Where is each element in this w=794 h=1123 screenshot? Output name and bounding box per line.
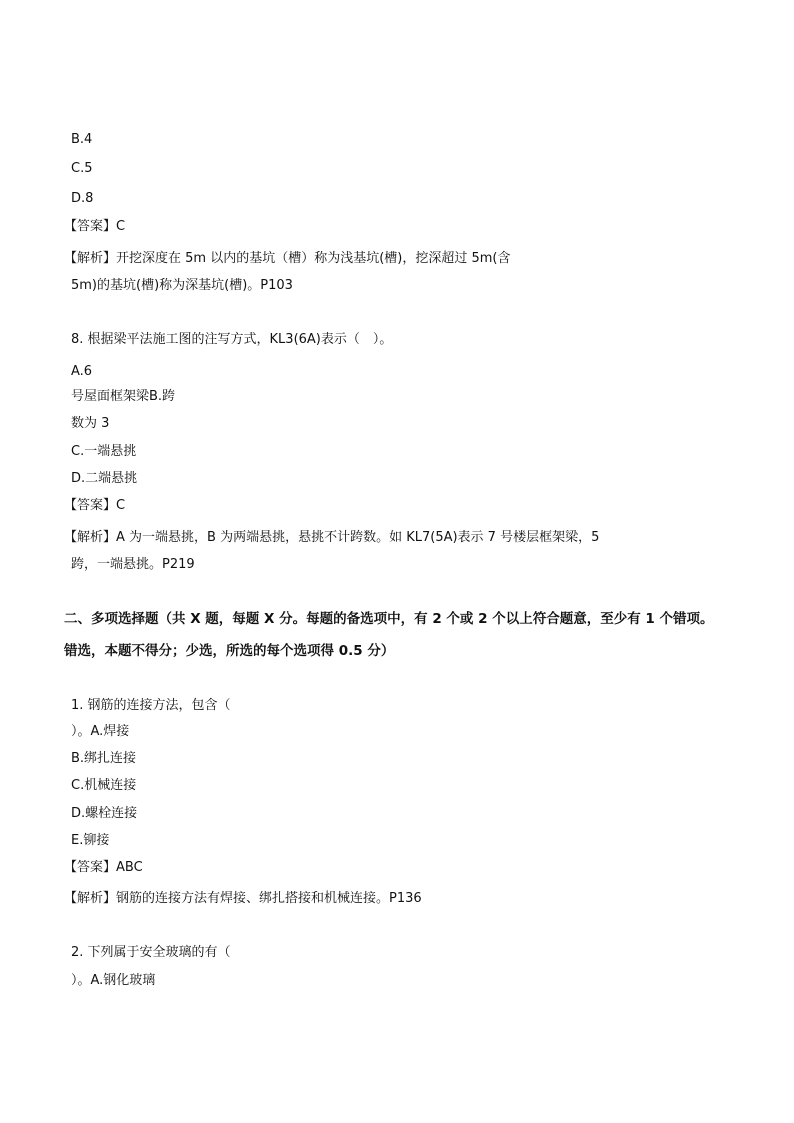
q8-analysis-line-1: 【解析】A 为一端悬挑，B 为两端悬挑，悬挑不计跨数。如 KL7(5A)表示 7 号楼层框架梁，5	[64, 530, 600, 545]
m2-stem-line-2: ）。A.钢化玻璃	[71, 973, 156, 988]
q7-option-b: B.4	[71, 132, 93, 147]
q7-analysis-line-2: 5m)的基坑(槽)称为深基坑(槽)。P103	[71, 278, 293, 293]
q8-answer: 【答案】C	[64, 498, 126, 513]
q7-option-c: C.5	[71, 161, 93, 176]
q8-analysis-line-2: 跨，一端悬挑。P219	[71, 557, 195, 572]
q7-answer: 【答案】C	[64, 219, 126, 234]
m2-stem-line-1: 2. 下列属于安全玻璃的有（	[71, 945, 231, 960]
q8-option-a: A.6	[71, 364, 93, 379]
m1-stem-line-1: 1. 钢筋的连接方法，包含（	[71, 698, 231, 713]
m1-answer: 【答案】ABC	[64, 860, 143, 875]
section-2-heading-line-2: 错选，本题不得分；少选，所选的每个选项得 0.5 分）	[64, 643, 395, 659]
q8-stem: 8. 根据梁平法施工图的注写方式，KL3(6A)表示（ ）。	[71, 332, 393, 347]
m1-option-c: C.机械连接	[71, 778, 137, 793]
q8-option-b-line-2: 数为 3	[71, 416, 110, 431]
q7-analysis-line-1: 【解析】开挖深度在 5m 以内的基坑（槽）称为浅基坑(槽)，挖深超过 5m(含	[64, 251, 511, 266]
q7-option-d: D.8	[71, 191, 94, 206]
q8-option-c: C.一端悬挑	[71, 444, 137, 459]
m1-option-b: B.绑扎连接	[71, 751, 137, 766]
q8-option-b-line-1: 号屋面框架梁B.跨	[71, 389, 176, 404]
m1-stem-line-2: ）。A.焊接	[71, 724, 130, 739]
m1-option-d: D.螺栓连接	[71, 806, 138, 821]
m1-analysis: 【解析】钢筋的连接方法有焊接、绑扎搭接和机械连接。P136	[64, 891, 422, 906]
section-2-heading-line-1: 二、多项选择题（共 X 题，每题 X 分。每题的备选项中，有 2 个或 2 个以上符合题意，至少有 1 个错项。	[64, 611, 714, 627]
m1-option-e: E.铆接	[71, 833, 110, 848]
q8-option-d: D.二端悬挑	[71, 471, 138, 486]
